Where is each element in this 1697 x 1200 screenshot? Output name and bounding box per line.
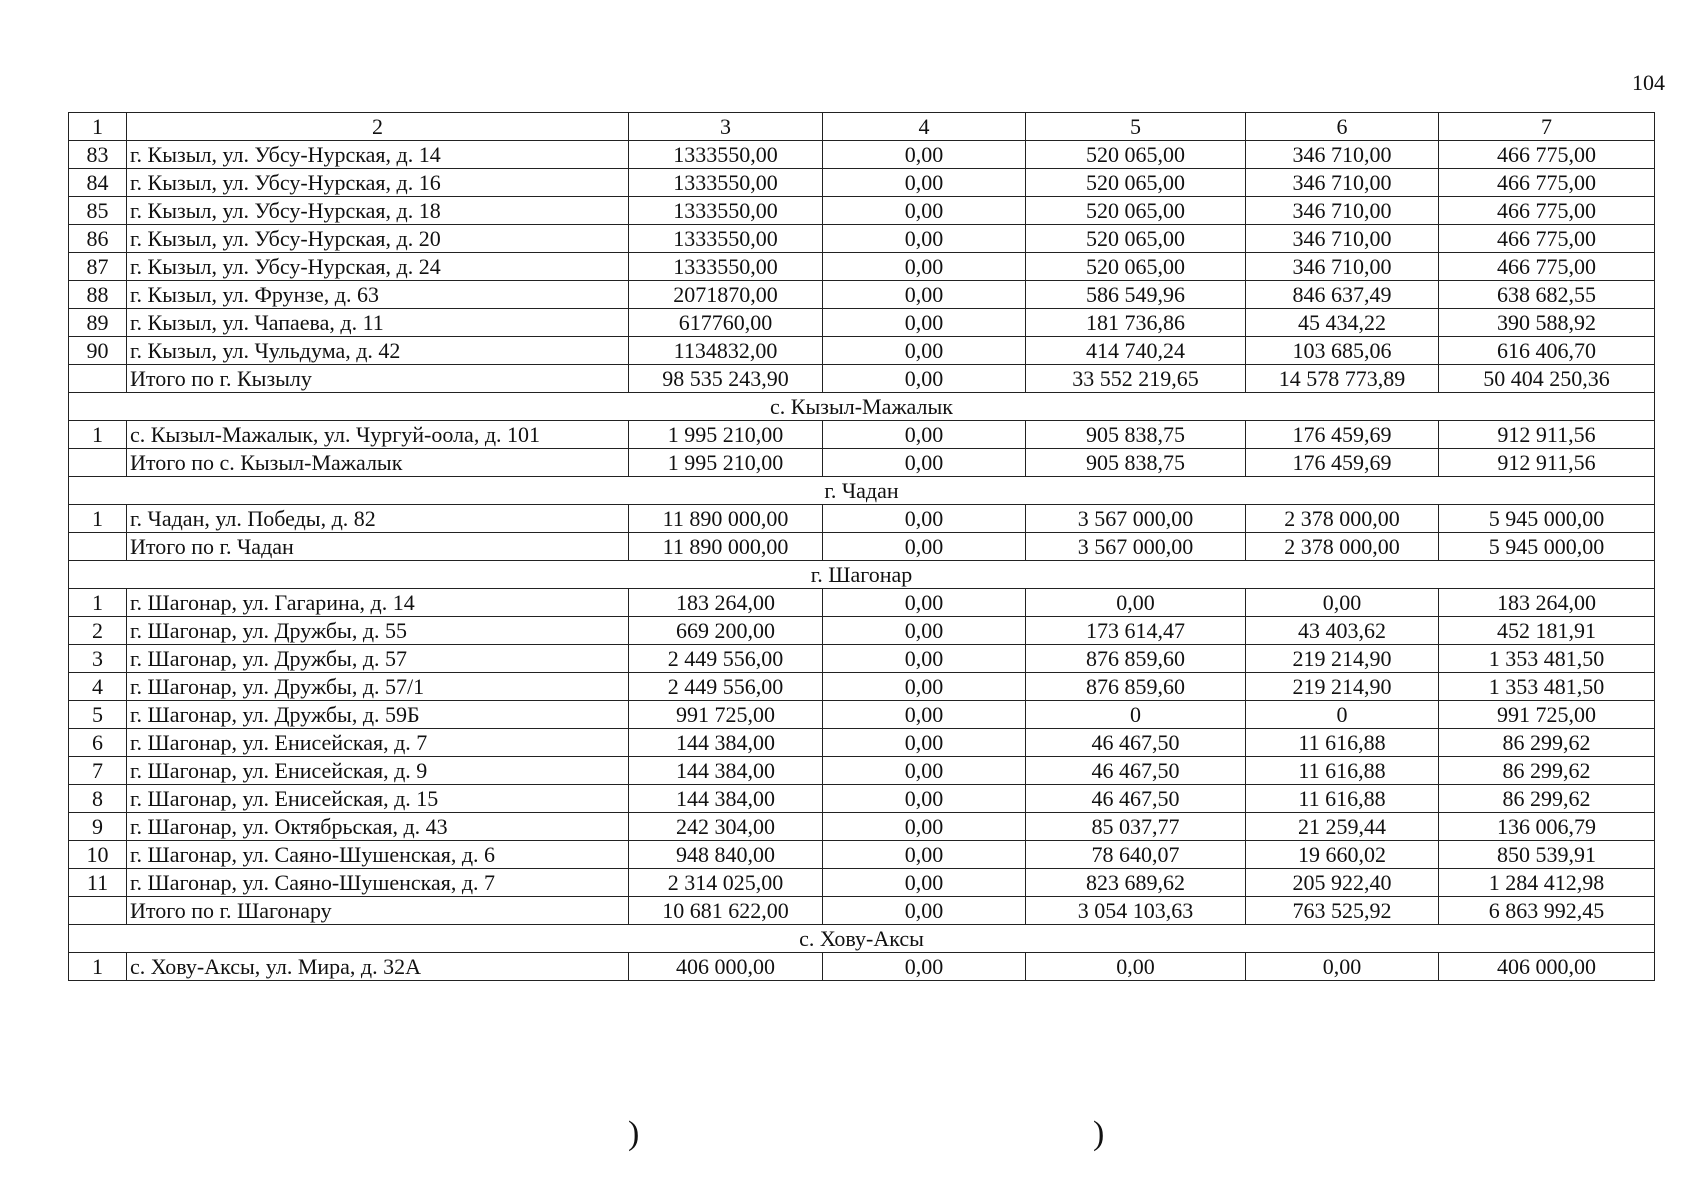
address-cell: г. Чадан, ул. Победы, д. 82 (127, 505, 629, 533)
table-row (69, 701, 1655, 729)
value-col-7-cell: 452 181,91 (1439, 617, 1655, 645)
value-col-7-cell: 390 588,92 (1439, 309, 1655, 337)
table-row (69, 169, 1655, 197)
address-cell: г. Шагонар, ул. Гагарина, д. 14 (127, 589, 629, 617)
table-row (69, 533, 1655, 561)
header-cell-1: 1 (69, 113, 127, 141)
address-cell: г. Кызыл, ул. Убсу-Нурская, д. 14 (127, 141, 629, 169)
table-row (69, 225, 1655, 253)
value-col-6-cell: 346 710,00 (1246, 169, 1439, 197)
value-col-6-cell: 45 434,22 (1246, 309, 1439, 337)
value-col-5-cell: 414 740,24 (1026, 337, 1246, 365)
table-row (69, 197, 1655, 225)
value-col-7-cell: 638 682,55 (1439, 281, 1655, 309)
table-row (69, 953, 1655, 981)
value-col-3-cell: 1333550,00 (629, 225, 823, 253)
table-row (69, 281, 1655, 309)
value-col-4-cell: 0,00 (823, 729, 1026, 757)
value-col-6-cell: 219 214,90 (1246, 645, 1439, 673)
table-row (69, 337, 1655, 365)
budget-table (68, 112, 1655, 981)
value-col-7-cell: 86 299,62 (1439, 729, 1655, 757)
value-col-3-cell: 2 449 556,00 (629, 673, 823, 701)
value-col-5-cell: 78 640,07 (1026, 841, 1246, 869)
header-cell-3: 3 (629, 113, 823, 141)
section-title: г. Чадан (69, 477, 1655, 505)
value-col-4-cell: 0,00 (823, 953, 1026, 981)
value-col-6-cell: 2 378 000,00 (1246, 505, 1439, 533)
value-col-6-cell: 2 378 000,00 (1246, 533, 1439, 561)
table-row (69, 729, 1655, 757)
value-col-7-cell: 183 264,00 (1439, 589, 1655, 617)
value-col-4-cell: 0,00 (823, 897, 1026, 925)
address-cell: г. Шагонар, ул. Дружбы, д. 57 (127, 645, 629, 673)
value-col-4-cell: 0,00 (823, 589, 1026, 617)
value-col-4-cell: 0,00 (823, 701, 1026, 729)
value-col-4-cell: 0,00 (823, 841, 1026, 869)
row-number-cell: 5 (69, 701, 127, 729)
value-col-5-cell: 876 859,60 (1026, 645, 1246, 673)
value-col-5-cell: 181 736,86 (1026, 309, 1246, 337)
value-col-6-cell: 205 922,40 (1246, 869, 1439, 897)
value-col-6-cell: 11 616,88 (1246, 729, 1439, 757)
value-col-6-cell: 346 710,00 (1246, 253, 1439, 281)
row-number-cell: 86 (69, 225, 127, 253)
value-col-3-cell: 617760,00 (629, 309, 823, 337)
value-col-4-cell: 0,00 (823, 141, 1026, 169)
value-col-3-cell: 1333550,00 (629, 197, 823, 225)
value-col-7-cell: 86 299,62 (1439, 757, 1655, 785)
value-col-4-cell: 0,00 (823, 421, 1026, 449)
value-col-5-cell: 46 467,50 (1026, 757, 1246, 785)
section-row (69, 561, 1655, 589)
value-col-3-cell: 1333550,00 (629, 141, 823, 169)
value-col-7-cell: 50 404 250,36 (1439, 365, 1655, 393)
value-col-5-cell: 520 065,00 (1026, 197, 1246, 225)
row-number-cell (69, 533, 127, 561)
row-number-cell: 83 (69, 141, 127, 169)
row-number-cell (69, 365, 127, 393)
value-col-6-cell: 219 214,90 (1246, 673, 1439, 701)
value-col-3-cell: 1134832,00 (629, 337, 823, 365)
value-col-3-cell: 242 304,00 (629, 813, 823, 841)
table-row (69, 785, 1655, 813)
value-col-6-cell: 346 710,00 (1246, 141, 1439, 169)
value-col-4-cell: 0,00 (823, 449, 1026, 477)
value-col-3-cell: 144 384,00 (629, 757, 823, 785)
value-col-3-cell: 2071870,00 (629, 281, 823, 309)
value-col-3-cell: 11 890 000,00 (629, 533, 823, 561)
section-row (69, 477, 1655, 505)
value-col-7-cell: 136 006,79 (1439, 813, 1655, 841)
margin-mark: ) (628, 1115, 640, 1152)
value-col-3-cell: 669 200,00 (629, 617, 823, 645)
table-row (69, 897, 1655, 925)
value-col-6-cell: 176 459,69 (1246, 421, 1439, 449)
row-number-cell: 6 (69, 729, 127, 757)
row-number-cell: 85 (69, 197, 127, 225)
value-col-6-cell: 14 578 773,89 (1246, 365, 1439, 393)
row-number-cell (69, 897, 127, 925)
value-col-6-cell: 11 616,88 (1246, 757, 1439, 785)
section-title: г. Шагонар (69, 561, 1655, 589)
value-col-6-cell: 43 403,62 (1246, 617, 1439, 645)
row-number-cell: 8 (69, 785, 127, 813)
address-cell: г. Шагонар, ул. Дружбы, д. 59Б (127, 701, 629, 729)
header-cell-7: 7 (1439, 113, 1655, 141)
row-number-cell: 9 (69, 813, 127, 841)
address-cell: с. Хову-Аксы, ул. Мира, д. 32А (127, 953, 629, 981)
value-col-6-cell: 0,00 (1246, 589, 1439, 617)
address-cell: г. Кызыл, ул. Убсу-Нурская, д. 20 (127, 225, 629, 253)
value-col-4-cell: 0,00 (823, 225, 1026, 253)
address-cell: г. Кызыл, ул. Фрунзе, д. 63 (127, 281, 629, 309)
value-col-3-cell: 144 384,00 (629, 729, 823, 757)
row-number-cell: 10 (69, 841, 127, 869)
value-col-4-cell: 0,00 (823, 813, 1026, 841)
address-cell: г. Шагонар, ул. Саяно-Шушенская, д. 7 (127, 869, 629, 897)
value-col-5-cell: 0,00 (1026, 953, 1246, 981)
row-number-cell: 88 (69, 281, 127, 309)
value-col-6-cell: 176 459,69 (1246, 449, 1439, 477)
address-cell: г. Шагонар, ул. Саяно-Шушенская, д. 6 (127, 841, 629, 869)
value-col-3-cell: 2 314 025,00 (629, 869, 823, 897)
value-col-7-cell: 5 945 000,00 (1439, 505, 1655, 533)
value-col-4-cell: 0,00 (823, 673, 1026, 701)
value-col-5-cell: 520 065,00 (1026, 169, 1246, 197)
value-col-5-cell: 173 614,47 (1026, 617, 1246, 645)
address-cell: г. Кызыл, ул. Чапаева, д. 11 (127, 309, 629, 337)
header-cell-5: 5 (1026, 113, 1246, 141)
value-col-4-cell: 0,00 (823, 757, 1026, 785)
table-row (69, 589, 1655, 617)
row-number-cell (69, 449, 127, 477)
table-row (69, 309, 1655, 337)
row-number-cell: 11 (69, 869, 127, 897)
value-col-6-cell: 11 616,88 (1246, 785, 1439, 813)
value-col-7-cell: 1 353 481,50 (1439, 673, 1655, 701)
value-col-6-cell: 19 660,02 (1246, 841, 1439, 869)
value-col-4-cell: 0,00 (823, 617, 1026, 645)
table-row (69, 505, 1655, 533)
value-col-7-cell: 86 299,62 (1439, 785, 1655, 813)
value-col-5-cell: 3 567 000,00 (1026, 505, 1246, 533)
value-col-7-cell: 406 000,00 (1439, 953, 1655, 981)
address-cell: г. Кызыл, ул. Убсу-Нурская, д. 24 (127, 253, 629, 281)
value-col-6-cell: 21 259,44 (1246, 813, 1439, 841)
section-title: с. Кызыл-Мажалык (69, 393, 1655, 421)
value-col-7-cell: 991 725,00 (1439, 701, 1655, 729)
row-number-cell: 87 (69, 253, 127, 281)
address-cell: Итого по г. Кызылу (127, 365, 629, 393)
table-row (69, 141, 1655, 169)
table-row (69, 841, 1655, 869)
address-cell: г. Кызыл, ул. Убсу-Нурская, д. 18 (127, 197, 629, 225)
value-col-5-cell: 85 037,77 (1026, 813, 1246, 841)
value-col-7-cell: 1 284 412,98 (1439, 869, 1655, 897)
section-row (69, 393, 1655, 421)
value-col-7-cell: 466 775,00 (1439, 253, 1655, 281)
value-col-6-cell: 846 637,49 (1246, 281, 1439, 309)
row-number-cell: 89 (69, 309, 127, 337)
value-col-4-cell: 0,00 (823, 785, 1026, 813)
value-col-4-cell: 0,00 (823, 337, 1026, 365)
value-col-7-cell: 616 406,70 (1439, 337, 1655, 365)
value-col-5-cell: 0 (1026, 701, 1246, 729)
value-col-7-cell: 912 911,56 (1439, 449, 1655, 477)
value-col-5-cell: 876 859,60 (1026, 673, 1246, 701)
value-col-3-cell: 991 725,00 (629, 701, 823, 729)
value-col-5-cell: 905 838,75 (1026, 421, 1246, 449)
header-cell-2: 2 (127, 113, 629, 141)
address-cell: Итого по г. Чадан (127, 533, 629, 561)
table-row (69, 253, 1655, 281)
table-row (69, 757, 1655, 785)
value-col-5-cell: 586 549,96 (1026, 281, 1246, 309)
value-col-7-cell: 1 353 481,50 (1439, 645, 1655, 673)
address-cell: г. Шагонар, ул. Енисейская, д. 9 (127, 757, 629, 785)
margin-mark: ) (1093, 1115, 1105, 1152)
value-col-3-cell: 1333550,00 (629, 253, 823, 281)
value-col-5-cell: 823 689,62 (1026, 869, 1246, 897)
value-col-4-cell: 0,00 (823, 505, 1026, 533)
value-col-3-cell: 1 995 210,00 (629, 421, 823, 449)
row-number-cell: 4 (69, 673, 127, 701)
value-col-7-cell: 912 911,56 (1439, 421, 1655, 449)
value-col-7-cell: 6 863 992,45 (1439, 897, 1655, 925)
address-cell: г. Кызыл, ул. Чульдума, д. 42 (127, 337, 629, 365)
value-col-6-cell: 0 (1246, 701, 1439, 729)
address-cell: г. Шагонар, ул. Дружбы, д. 57/1 (127, 673, 629, 701)
section-title: с. Хову-Аксы (69, 925, 1655, 953)
address-cell: Итого по с. Кызыл-Мажалык (127, 449, 629, 477)
address-cell: г. Шагонар, ул. Енисейская, д. 15 (127, 785, 629, 813)
address-cell: Итого по г. Шагонару (127, 897, 629, 925)
table-row (69, 813, 1655, 841)
table-row (69, 365, 1655, 393)
value-col-5-cell: 46 467,50 (1026, 729, 1246, 757)
value-col-7-cell: 850 539,91 (1439, 841, 1655, 869)
value-col-3-cell: 406 000,00 (629, 953, 823, 981)
value-col-5-cell: 46 467,50 (1026, 785, 1246, 813)
table-body (69, 113, 1655, 981)
value-col-4-cell: 0,00 (823, 365, 1026, 393)
value-col-5-cell: 3 054 103,63 (1026, 897, 1246, 925)
value-col-6-cell: 346 710,00 (1246, 225, 1439, 253)
value-col-4-cell: 0,00 (823, 169, 1026, 197)
value-col-4-cell: 0,00 (823, 645, 1026, 673)
value-col-3-cell: 10 681 622,00 (629, 897, 823, 925)
address-cell: с. Кызыл-Мажалык, ул. Чургуй-оола, д. 101 (127, 421, 629, 449)
table-row (69, 645, 1655, 673)
header-cell-6: 6 (1246, 113, 1439, 141)
value-col-5-cell: 0,00 (1026, 589, 1246, 617)
value-col-6-cell: 763 525,92 (1246, 897, 1439, 925)
value-col-3-cell: 98 535 243,90 (629, 365, 823, 393)
value-col-6-cell: 346 710,00 (1246, 197, 1439, 225)
value-col-5-cell: 33 552 219,65 (1026, 365, 1246, 393)
value-col-7-cell: 466 775,00 (1439, 141, 1655, 169)
value-col-4-cell: 0,00 (823, 533, 1026, 561)
row-number-cell: 84 (69, 169, 127, 197)
address-cell: г. Шагонар, ул. Октябрьская, д. 43 (127, 813, 629, 841)
value-col-3-cell: 948 840,00 (629, 841, 823, 869)
table-row (69, 449, 1655, 477)
table-row (69, 617, 1655, 645)
row-number-cell: 1 (69, 505, 127, 533)
value-col-4-cell: 0,00 (823, 309, 1026, 337)
row-number-cell: 90 (69, 337, 127, 365)
row-number-cell: 2 (69, 617, 127, 645)
address-cell: г. Шагонар, ул. Дружбы, д. 55 (127, 617, 629, 645)
value-col-7-cell: 466 775,00 (1439, 197, 1655, 225)
value-col-5-cell: 3 567 000,00 (1026, 533, 1246, 561)
value-col-6-cell: 103 685,06 (1246, 337, 1439, 365)
value-col-3-cell: 183 264,00 (629, 589, 823, 617)
row-number-cell: 3 (69, 645, 127, 673)
row-number-cell: 1 (69, 953, 127, 981)
value-col-3-cell: 144 384,00 (629, 785, 823, 813)
section-row (69, 925, 1655, 953)
value-col-5-cell: 520 065,00 (1026, 141, 1246, 169)
value-col-6-cell: 0,00 (1246, 953, 1439, 981)
value-col-4-cell: 0,00 (823, 869, 1026, 897)
row-number-cell: 1 (69, 421, 127, 449)
row-number-cell: 1 (69, 589, 127, 617)
value-col-3-cell: 1 995 210,00 (629, 449, 823, 477)
value-col-7-cell: 466 775,00 (1439, 225, 1655, 253)
value-col-3-cell: 11 890 000,00 (629, 505, 823, 533)
row-number-cell: 7 (69, 757, 127, 785)
table-row (69, 869, 1655, 897)
value-col-4-cell: 0,00 (823, 253, 1026, 281)
address-cell: г. Кызыл, ул. Убсу-Нурская, д. 16 (127, 169, 629, 197)
value-col-5-cell: 520 065,00 (1026, 225, 1246, 253)
address-cell: г. Шагонар, ул. Енисейская, д. 7 (127, 729, 629, 757)
table-row (69, 673, 1655, 701)
value-col-7-cell: 466 775,00 (1439, 169, 1655, 197)
value-col-4-cell: 0,00 (823, 197, 1026, 225)
page-number: 104 (1632, 70, 1665, 95)
value-col-3-cell: 2 449 556,00 (629, 645, 823, 673)
value-col-3-cell: 1333550,00 (629, 169, 823, 197)
header-row (69, 113, 1655, 141)
table-row (69, 421, 1655, 449)
header-cell-4: 4 (823, 113, 1026, 141)
value-col-7-cell: 5 945 000,00 (1439, 533, 1655, 561)
value-col-4-cell: 0,00 (823, 281, 1026, 309)
value-col-5-cell: 905 838,75 (1026, 449, 1246, 477)
value-col-5-cell: 520 065,00 (1026, 253, 1246, 281)
